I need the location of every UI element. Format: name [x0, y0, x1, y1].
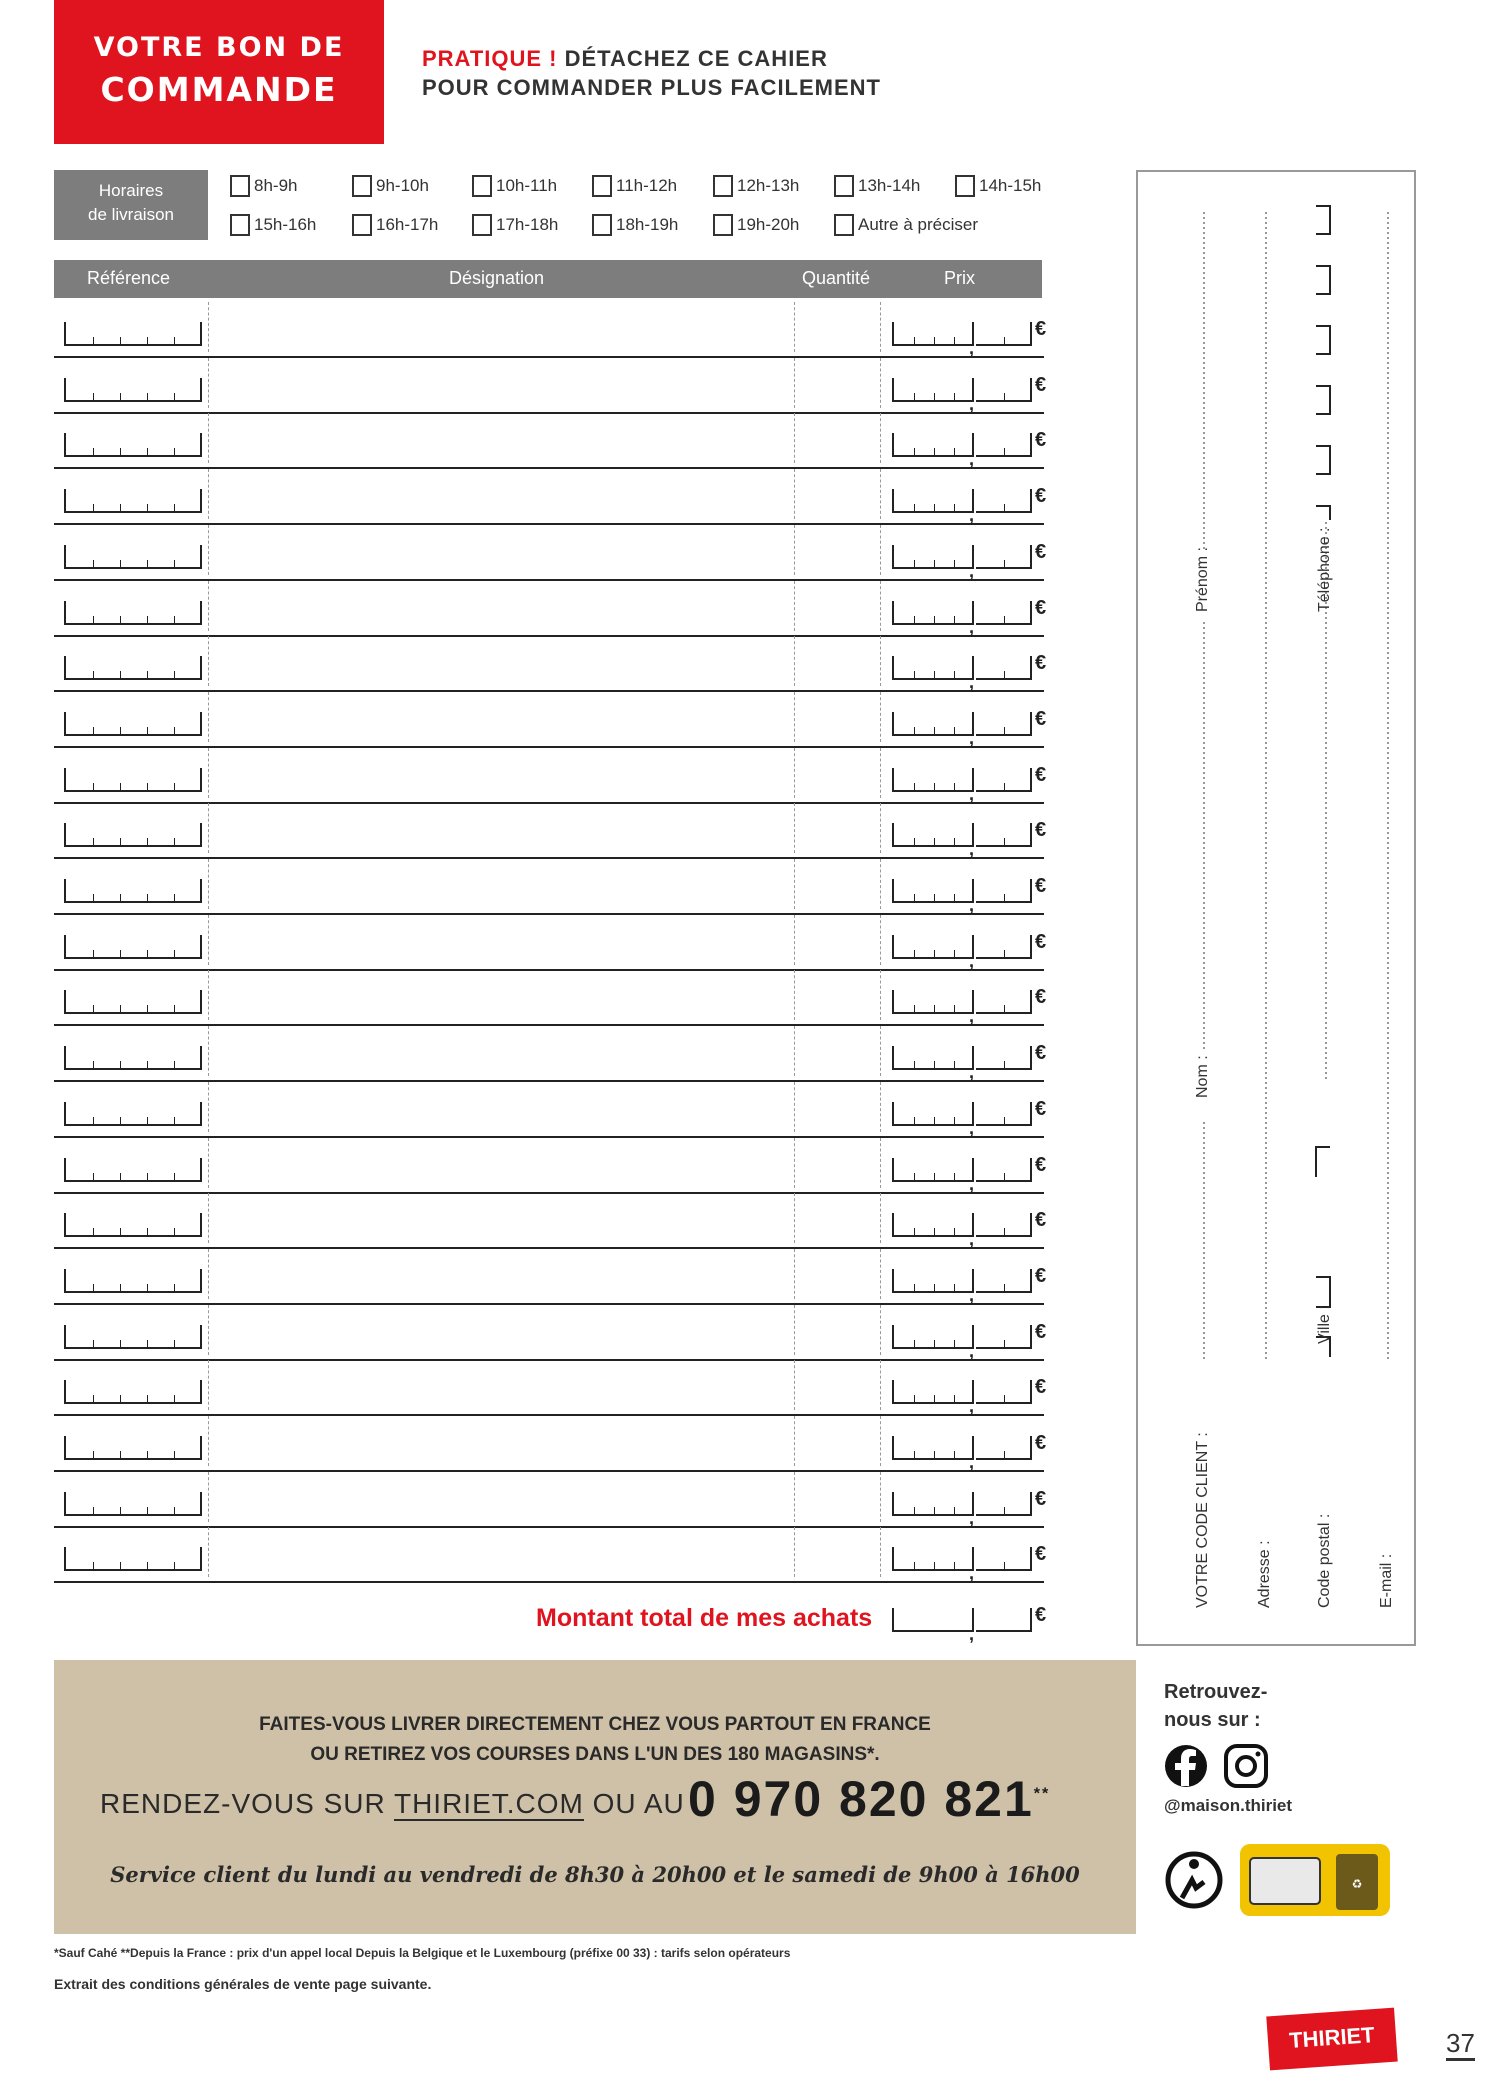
nom-label: Nom : [1194, 1055, 1211, 1098]
price-field[interactable]: , € [892, 601, 1032, 625]
follow-us [1164, 1678, 1267, 1734]
quantity-field[interactable] [796, 415, 878, 463]
tagline [422, 44, 881, 102]
checkbox[interactable] [352, 214, 372, 236]
checkbox[interactable] [834, 175, 854, 197]
quantity-field[interactable] [796, 471, 878, 519]
quantity-field[interactable] [796, 1140, 878, 1188]
designation-field[interactable] [210, 415, 792, 463]
quantity-field[interactable] [796, 1195, 878, 1243]
delivery-slot[interactable] [472, 173, 557, 199]
price-field[interactable]: , € [892, 1213, 1032, 1237]
slot-label: 14h-15h [979, 176, 1042, 195]
order-row [54, 634, 1047, 692]
delivery-slot[interactable] [713, 212, 799, 238]
reference-field[interactable] [64, 1269, 202, 1293]
order-row [54, 356, 1047, 414]
code-postal-label: Code postal : [1316, 1513, 1333, 1608]
designation-field[interactable] [210, 360, 792, 408]
currency-symbol: € [1035, 986, 1047, 1008]
delivery-hours-label-line1: Horaires [98, 181, 164, 200]
designation-field[interactable] [210, 1084, 792, 1132]
checkbox[interactable] [230, 214, 250, 236]
column-quantity: Quantité [802, 268, 871, 288]
checkbox[interactable] [472, 175, 492, 197]
follow-line2: nous sur : [1164, 1709, 1261, 1731]
recycling-logos [1164, 1836, 1400, 1920]
checkbox[interactable] [713, 175, 733, 197]
service-hours: Service client du lundi au vendredi de 8h30 à 20h00 et le samedi de 9h00 à 16h00 [110, 1862, 1080, 1887]
quantity-field[interactable] [796, 1362, 878, 1410]
currency-symbol: € [1035, 1376, 1047, 1398]
designation-field[interactable] [210, 527, 792, 575]
designation-field[interactable] [210, 1028, 792, 1076]
currency-symbol: € [1035, 708, 1047, 730]
price-field[interactable]: , € [892, 935, 1032, 959]
designation-field[interactable] [210, 694, 792, 742]
client-code-label: VOTRE CODE CLIENT : [1194, 1432, 1211, 1608]
price-field[interactable]: , € [892, 879, 1032, 903]
promo-banner [54, 1660, 1136, 1934]
slot-label: 13h-14h [858, 176, 921, 195]
order-row [54, 300, 1047, 358]
email-label: E-mail : [1378, 1553, 1395, 1608]
designation-field[interactable] [210, 1418, 792, 1466]
delivery-slot[interactable] [592, 173, 677, 199]
tagline-line2: POUR COMMANDER PLUS FACILEMENT [422, 75, 881, 100]
currency-symbol: € [1035, 1604, 1047, 1626]
designation-field[interactable] [210, 583, 792, 631]
order-row [54, 857, 1047, 915]
delivery-slot[interactable] [352, 212, 438, 238]
currency-symbol: € [1035, 1265, 1047, 1287]
delivery-slot[interactable] [472, 212, 558, 238]
visit-text [100, 1788, 685, 1820]
prenom-label: Prénom : [1194, 547, 1211, 612]
price-field[interactable]: , € [892, 1102, 1032, 1126]
currency-symbol: € [1035, 597, 1047, 619]
designation-field[interactable] [210, 750, 792, 798]
column-designation: Désignation [449, 268, 545, 288]
price-field[interactable]: , € [892, 712, 1032, 736]
price-field[interactable]: , € [892, 990, 1032, 1014]
currency-symbol: € [1035, 1154, 1047, 1176]
tagline-line1: DÉTACHEZ CE CAHIER [557, 46, 828, 71]
currency-symbol: € [1035, 541, 1047, 563]
logo-text: THIRIET [1288, 2022, 1376, 2053]
checkbox[interactable] [713, 214, 733, 236]
price-field[interactable]: , € [892, 433, 1032, 457]
quantity-field[interactable] [796, 917, 878, 965]
currency-symbol: € [1035, 1321, 1047, 1343]
price-field[interactable]: , € [892, 1325, 1032, 1349]
designation-field[interactable] [210, 1474, 792, 1522]
delivery-slot[interactable] [592, 212, 678, 238]
reference-field[interactable] [64, 935, 202, 959]
order-row [54, 1358, 1047, 1416]
currency-symbol: € [1035, 875, 1047, 897]
delivery-slot[interactable] [834, 212, 978, 238]
checkbox[interactable] [592, 175, 612, 197]
quantity-field[interactable] [796, 304, 878, 352]
delivery-hours-label-line2: de livraison [88, 205, 174, 224]
footnote: *Sauf Cahé **Depuis la France : prix d'un appel local Depuis la Belgique et le Luxembourg (préfixe 00 33) : tarifs selon opérateurs [54, 1946, 791, 1960]
designation-field[interactable] [210, 1529, 792, 1577]
instagram-icon[interactable] [1226, 1746, 1266, 1786]
reference-field[interactable] [64, 1380, 202, 1404]
reference-field[interactable] [64, 322, 202, 346]
quantity-field[interactable] [796, 583, 878, 631]
quantity-field[interactable] [796, 1084, 878, 1132]
telephone-label: Téléphone : [1316, 527, 1333, 612]
banner-line1: FAITES-VOUS LIVRER DIRECTEMENT CHEZ VOUS PARTOUT EN FRANCE [259, 1714, 931, 1735]
order-row [54, 913, 1047, 971]
banner-line2: OU RETIREZ VOS COURSES DANS L'UN DES 180 MAGASINS*. [310, 1744, 880, 1765]
order-row [54, 1024, 1047, 1082]
designation-field[interactable] [210, 861, 792, 909]
order-row [54, 467, 1047, 525]
order-row [54, 1247, 1047, 1305]
order-row [54, 1191, 1047, 1249]
order-row [54, 1303, 1047, 1361]
currency-symbol: € [1035, 485, 1047, 507]
info-tri-icon [1240, 1844, 1390, 1916]
page-number: 37 [1446, 2028, 1475, 2061]
client-info-panel [1136, 170, 1416, 1646]
checkbox[interactable] [592, 214, 612, 236]
price-field[interactable]: , € [892, 489, 1032, 513]
quantity-field[interactable] [796, 694, 878, 742]
slot-label: 16h-17h [376, 215, 439, 234]
quantity-field[interactable] [796, 861, 878, 909]
reference-field[interactable] [64, 545, 202, 569]
slot-label: 17h-18h [496, 215, 559, 234]
checkbox[interactable] [472, 214, 492, 236]
delivery-slot[interactable] [713, 173, 799, 199]
social-icons [1164, 1744, 1284, 1792]
slot-label: Autre à préciser [858, 215, 978, 234]
phone-footnote-mark: ** [1033, 1785, 1051, 1803]
svg-text:♻: ♻ [1351, 1877, 1363, 1891]
phone-digits: 0 970 820 821 [688, 1771, 1034, 1827]
designation-field[interactable] [210, 805, 792, 853]
checkbox[interactable] [834, 214, 854, 236]
designation-field[interactable] [210, 972, 792, 1020]
order-row [54, 968, 1047, 1026]
currency-symbol: € [1035, 652, 1047, 674]
reference-field[interactable] [64, 378, 202, 402]
slot-label: 19h-20h [737, 215, 800, 234]
quantity-field[interactable] [796, 750, 878, 798]
slot-label: 18h-19h [616, 215, 679, 234]
reference-field[interactable] [64, 879, 202, 903]
reference-field[interactable] [64, 601, 202, 625]
reference-field[interactable] [64, 712, 202, 736]
reference-field[interactable] [64, 489, 202, 513]
price-field[interactable]: , € [892, 1380, 1032, 1404]
quantity-field[interactable] [796, 360, 878, 408]
slot-label: 15h-16h [254, 215, 317, 234]
order-row [54, 523, 1047, 581]
social-handle[interactable]: @maison.thiriet [1164, 1796, 1293, 1815]
total-label: Montant total de mes achats [536, 1604, 873, 1632]
title-line1: VOTRE BON DE [93, 32, 345, 63]
order-row [54, 1136, 1047, 1194]
checkbox[interactable] [955, 175, 975, 197]
currency-symbol: € [1035, 819, 1047, 841]
phone-number[interactable] [688, 1770, 1050, 1828]
reference-field[interactable] [64, 768, 202, 792]
quantity-field[interactable] [796, 1251, 878, 1299]
slot-label: 10h-11h [496, 176, 558, 195]
quantity-field[interactable] [796, 1418, 878, 1466]
visit-suffix: OU AU [583, 1788, 685, 1819]
price-field[interactable]: , € [892, 823, 1032, 847]
designation-field[interactable] [210, 638, 792, 686]
delivery-hours-label [54, 170, 208, 240]
currency-symbol: € [1035, 1432, 1047, 1454]
follow-line1: Retrouvez- [1164, 1681, 1268, 1703]
price-field[interactable]: , € [892, 1269, 1032, 1293]
quantity-field[interactable] [796, 527, 878, 575]
title-block [54, 0, 384, 144]
thiriet-logo [1266, 2008, 1397, 2071]
currency-symbol: € [1035, 374, 1047, 396]
order-row [54, 1525, 1047, 1583]
order-table-header [54, 260, 1042, 298]
price-field[interactable]: , € [892, 656, 1032, 680]
reference-field[interactable] [64, 1492, 202, 1516]
price-field[interactable]: , € [892, 1492, 1032, 1516]
checkbox[interactable] [352, 175, 372, 197]
order-row [54, 1080, 1047, 1138]
price-field[interactable]: , € [892, 322, 1032, 346]
price-field[interactable]: , € [892, 1046, 1032, 1070]
ville-label: Ville : [1316, 1305, 1333, 1344]
delivery-slot[interactable] [230, 173, 297, 199]
order-row [54, 1470, 1047, 1528]
quantity-field[interactable] [796, 972, 878, 1020]
reference-field[interactable] [64, 1547, 202, 1571]
delivery-slot[interactable] [352, 173, 429, 199]
facebook-icon[interactable] [1165, 1745, 1207, 1787]
currency-symbol: € [1035, 931, 1047, 953]
price-field[interactable]: , € [892, 545, 1032, 569]
reference-field[interactable] [64, 990, 202, 1014]
price-field[interactable]: , € [892, 1436, 1032, 1460]
designation-field[interactable] [210, 917, 792, 965]
order-row [54, 801, 1047, 859]
quantity-field[interactable] [796, 638, 878, 686]
reference-field[interactable] [64, 1213, 202, 1237]
quantity-field[interactable] [796, 1529, 878, 1577]
tagline-highlight: PRATIQUE ! [422, 46, 558, 71]
order-row [54, 746, 1047, 804]
adresse-label: Adresse : [1256, 1540, 1273, 1608]
conditions-note: Extrait des conditions générales de vente page suivante. [54, 1976, 432, 1992]
reference-field[interactable] [64, 656, 202, 680]
currency-symbol: € [1035, 764, 1047, 786]
order-row [54, 579, 1047, 637]
checkbox[interactable] [230, 175, 250, 197]
slot-label: 8h-9h [254, 176, 298, 195]
currency-symbol: € [1035, 1488, 1047, 1510]
title-line2: COMMANDE [100, 70, 338, 109]
order-row [54, 1414, 1047, 1472]
price-field[interactable]: , € [892, 1158, 1032, 1182]
price-field[interactable]: , € [892, 378, 1032, 402]
designation-field[interactable] [210, 1140, 792, 1188]
slot-label: 11h-12h [616, 176, 678, 195]
designation-field[interactable] [210, 1307, 792, 1355]
designation-field[interactable] [210, 1251, 792, 1299]
order-row [54, 411, 1047, 469]
price-field[interactable]: , € [892, 1547, 1032, 1571]
quantity-field[interactable] [796, 805, 878, 853]
designation-field[interactable] [210, 1362, 792, 1410]
reference-field[interactable] [64, 823, 202, 847]
slot-label: 12h-13h [737, 176, 800, 195]
delivery-slot[interactable] [955, 173, 1041, 199]
currency-symbol: € [1035, 1543, 1047, 1565]
currency-symbol: € [1035, 1098, 1047, 1120]
quantity-field[interactable] [796, 1474, 878, 1522]
slot-label: 9h-10h [376, 176, 429, 195]
reference-field[interactable] [64, 1325, 202, 1349]
visit-prefix: RENDEZ-VOUS SUR [100, 1788, 394, 1819]
quantity-field[interactable] [796, 1028, 878, 1076]
currency-symbol: € [1035, 318, 1047, 340]
designation-field[interactable] [210, 471, 792, 519]
delivery-slot[interactable] [834, 173, 920, 199]
triman-icon [1168, 1854, 1220, 1906]
designation-field[interactable] [210, 304, 792, 352]
reference-field[interactable] [64, 1102, 202, 1126]
quantity-field[interactable] [796, 1307, 878, 1355]
price-field[interactable]: , € [892, 768, 1032, 792]
reference-field[interactable] [64, 1436, 202, 1460]
currency-symbol: € [1035, 1042, 1047, 1064]
client-info-lines [1138, 172, 1414, 1644]
reference-field[interactable] [64, 1046, 202, 1070]
website-link[interactable]: THIRIET.COM [393, 1788, 584, 1819]
order-row [54, 690, 1047, 748]
reference-field[interactable] [64, 1158, 202, 1182]
currency-symbol: € [1035, 429, 1047, 451]
currency-symbol: € [1035, 1209, 1047, 1231]
delivery-slot[interactable] [230, 212, 316, 238]
column-reference: Référence [87, 268, 171, 288]
column-price: Prix [944, 268, 975, 288]
reference-field[interactable] [64, 433, 202, 457]
designation-field[interactable] [210, 1195, 792, 1243]
